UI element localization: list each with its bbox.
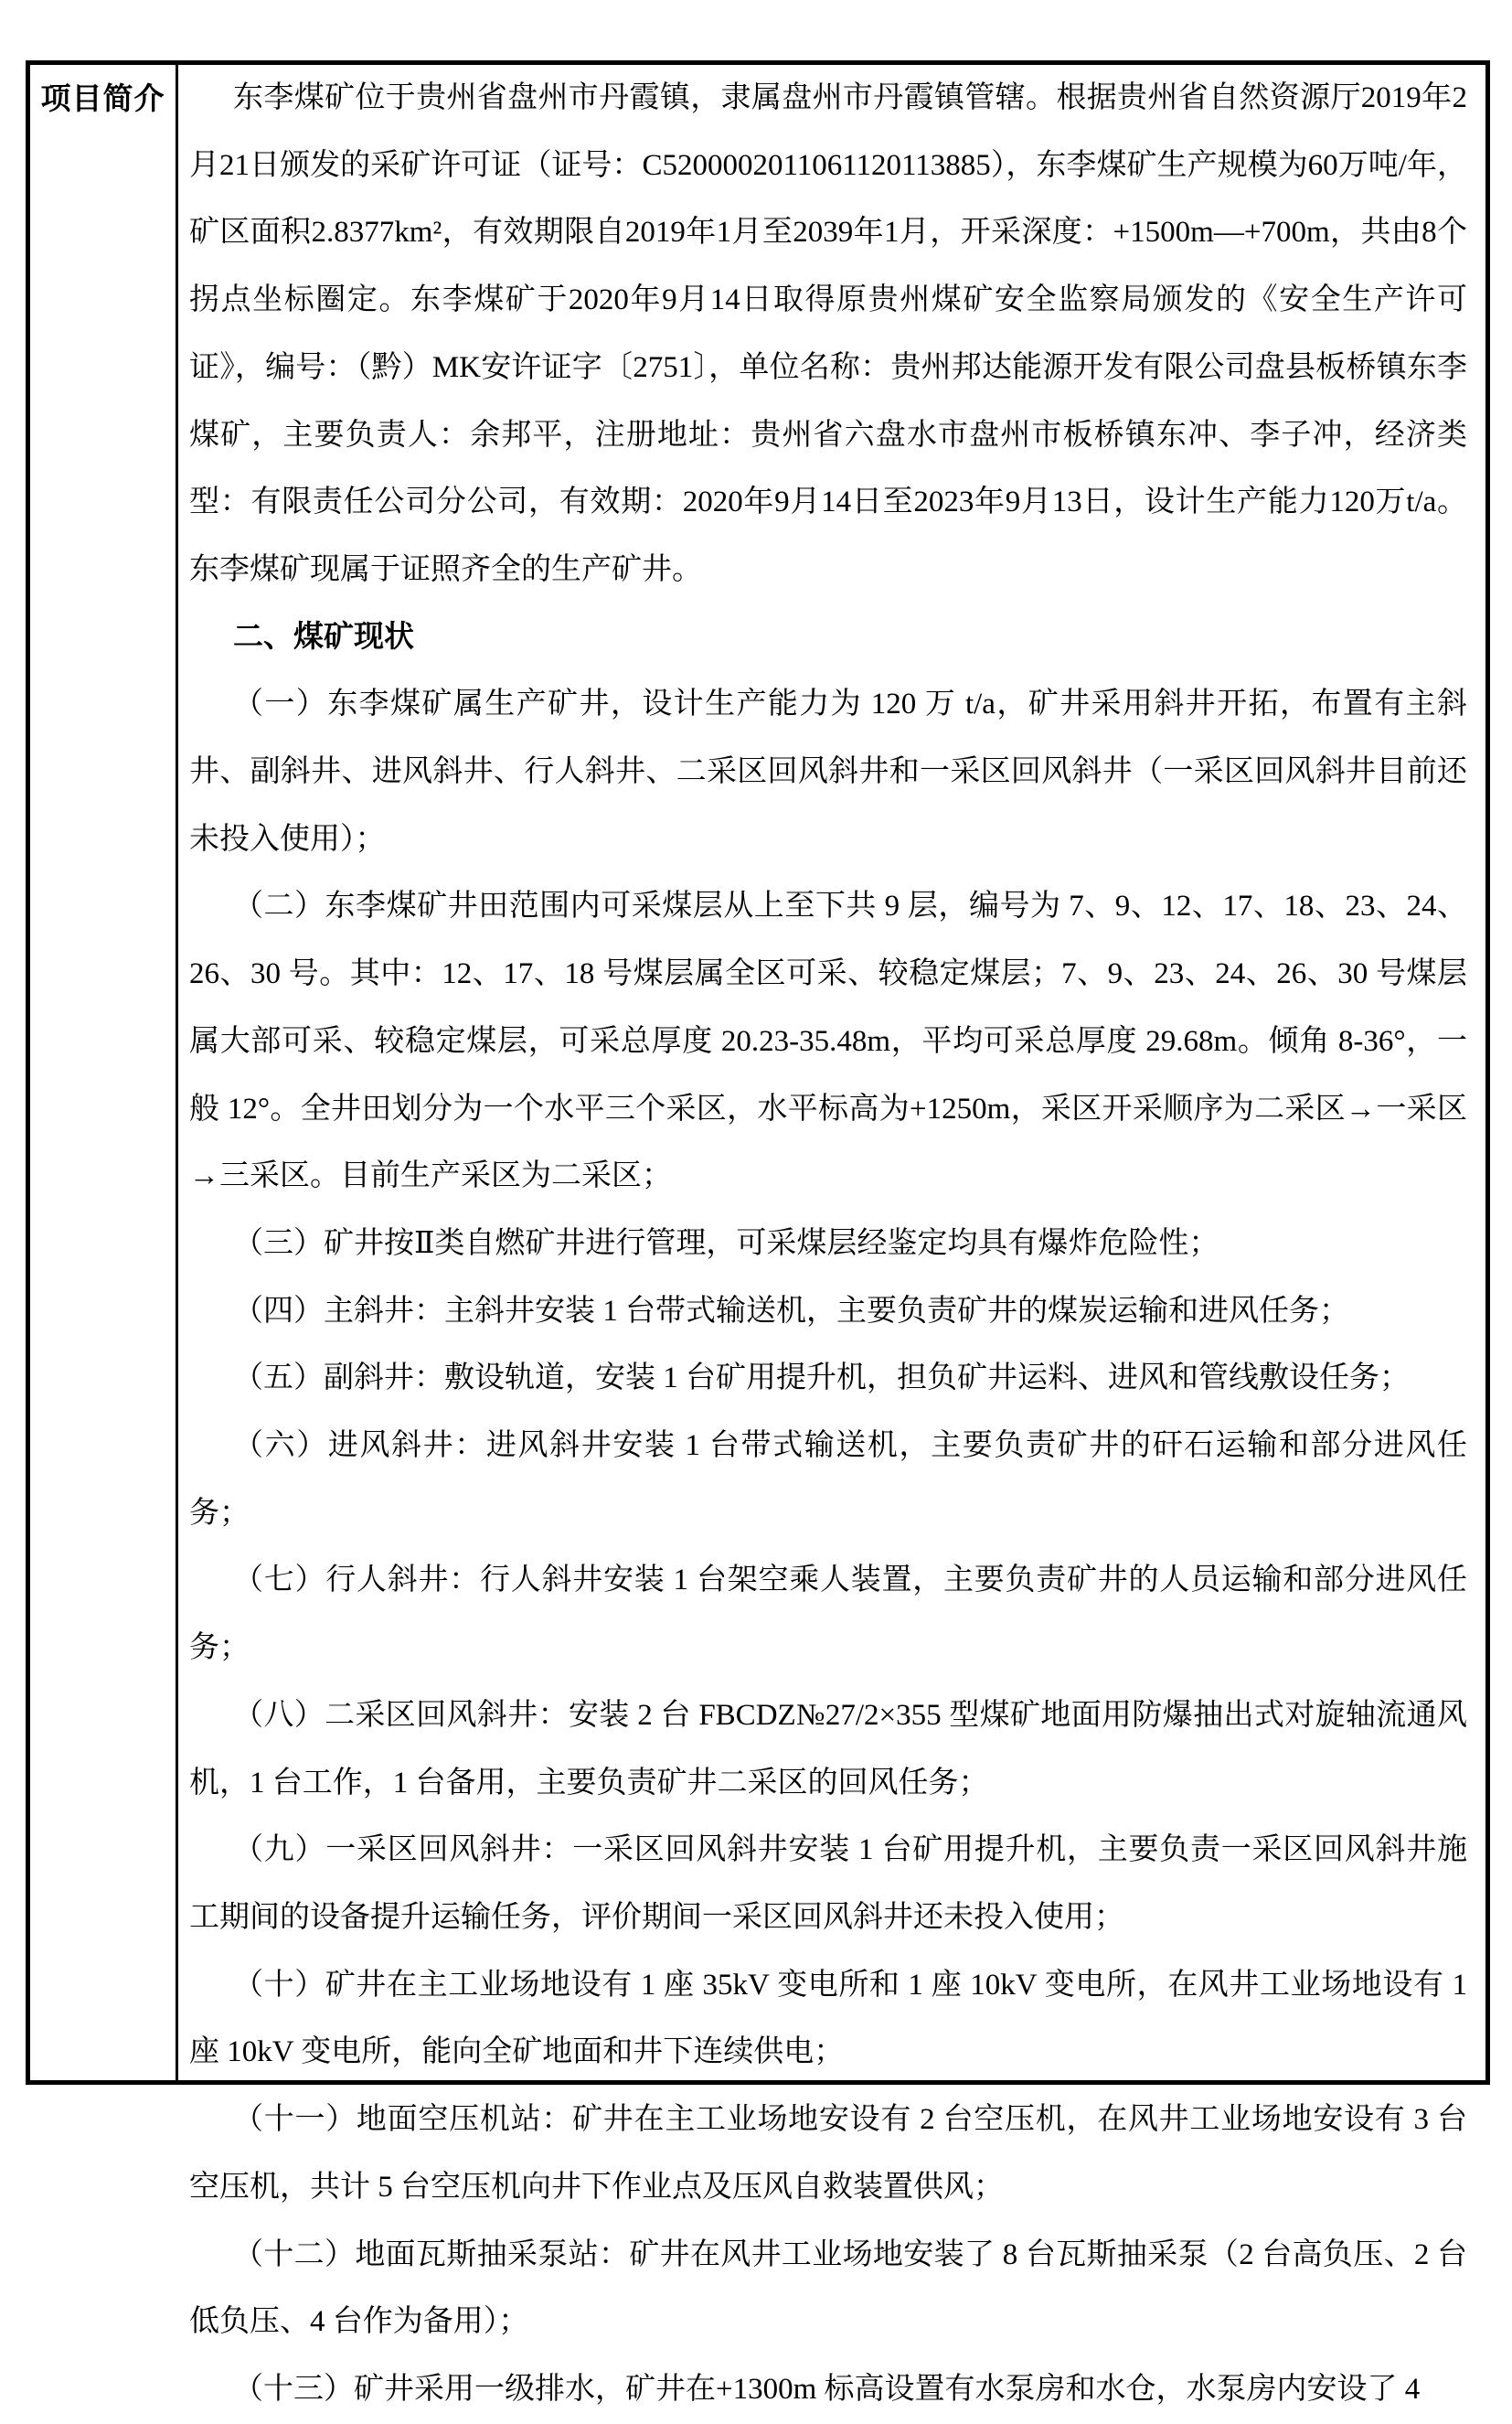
content-cell (178, 65, 1485, 2406)
row-label-cell (30, 65, 178, 2080)
row-label: 项目简介 (40, 83, 165, 116)
project-intro-table (26, 60, 1490, 2406)
item-2-paragraph: （二）东李煤矿井田范围内可采煤层从上至下共 9 层，编号为 7、9、12、17、18、23、24、26、30 号。其中：12、17、18 号煤层属全区可采、较稳定煤层；7、9、23、24、26、30 号煤层属大部可采、较稳定煤层，可采总厚度 20.23-35.48m，平均可采总厚度 29.68m。倾角 8-36°，一般 12°。全井田划分为一个水平三个采区，水平标高为+1250m，采区开采顺序为二采区→一采区→三采区。目前生产采区为二采区； (189, 890, 1467, 1193)
item-6-paragraph: （六）进风斜井：进风斜井安装 1 台带式输送机，主要负责矿井的矸石运输和部分进风任务； (189, 1429, 1467, 1530)
item-1-paragraph: （一）东李煤矿属生产矿井，设计生产能力为 120 万 t/a，矿井采用斜井开拓，布置有主斜井、副斜井、进风斜井、行人斜井、二采区回风斜井和一采区回风斜井（一采区回风斜井目前还未投入使用）； (189, 688, 1467, 856)
item-11-paragraph: （十一）地面空压机站：矿井在主工业场地安设有 2 台空压机，在风井工业场地安设有 3 台空压机，共计 5 台空压机向井下作业点及压风自救装置供风； (189, 2103, 1467, 2204)
intro-paragraph: 东李煤矿位于贵州省盘州市丹霞镇，隶属盘州市丹霞镇管辖。根据贵州省自然资源厅2019年2月21日颁发的采矿许可证（证号：C5200002011061120113885），东李煤矿生产规模为60万吨/年，矿区面积2.8377km²，有效期限自2019年1月至2039年1月，开采深度：+1500m—+700m，共由8个拐点坐标圈定。东李煤矿于2020年9月14日取得原贵州煤矿安全监察局颁发的《安全生产许可证》，编号：（黔）MK安许证字〔2751〕，单位名称：贵州邦达能源开发有限公司盘县板桥镇东李煤矿，主要负责人：余邦平，注册地址：贵州省六盘水市盘州市板桥镇东冲、李子冲，经济类型：有限责任公司分公司，有效期：2020年9月14日至2023年9月13日，设计生产能力120万t/a。东李煤矿现属于证照齐全的生产矿井。 (189, 81, 1467, 586)
item-13-paragraph: （十三）矿井采用一级排水，矿井在+1300m 标高设置有水泵房和水仓，水泵房内安设了 4 (233, 2372, 1421, 2406)
item-8-paragraph: （八）二采区回风斜井：安装 2 台 FBCDZ№27/2×355 型煤矿地面用防爆抽出式对旋轴流通风机，1 台工作，1 台备用，主要负责矿井二采区的回风任务； (189, 1698, 1467, 1799)
item-7-paragraph: （七）行人斜井：行人斜井安装 1 台架空乘人装置，主要负责矿井的人员运输和部分进风任务； (189, 1564, 1467, 1665)
item-9-paragraph: （九）一采区回风斜井：一采区回风斜井安装 1 台矿用提升机，主要负责一采区回风斜井施工期间的设备提升运输任务，评价期间一采区回风斜井还未投入使用； (189, 1833, 1467, 1934)
item-10-paragraph: （十）矿井在主工业场地设有 1 座 35kV 变电所和 1 座 10kV 变电所，在风井工业场地设有 1 座 10kV 变电所，能向全矿地面和井下连续供电； (189, 1968, 1467, 2069)
item-12-paragraph: （十二）地面瓦斯抽采泵站：矿井在风井工业场地安装了 8 台瓦斯抽采泵（2 台高负压、2 台低负压、4 台作为备用）； (189, 2237, 1467, 2339)
section-heading: 二、煤矿现状 (233, 620, 414, 654)
item-4-paragraph: （四）主斜井：主斜井安装 1 台带式输送机，主要负责矿井的煤炭运输和进风任务； (233, 1294, 1349, 1328)
item-5-paragraph: （五）副斜井：敷设轨道，安装 1 台矿用提升机，担负矿井运料、进风和管线敷设任务； (233, 1361, 1410, 1395)
item-3-paragraph: （三）矿井按Ⅱ类自燃矿井进行管理，可采煤层经鉴定均具有爆炸危险性； (233, 1226, 1219, 1260)
